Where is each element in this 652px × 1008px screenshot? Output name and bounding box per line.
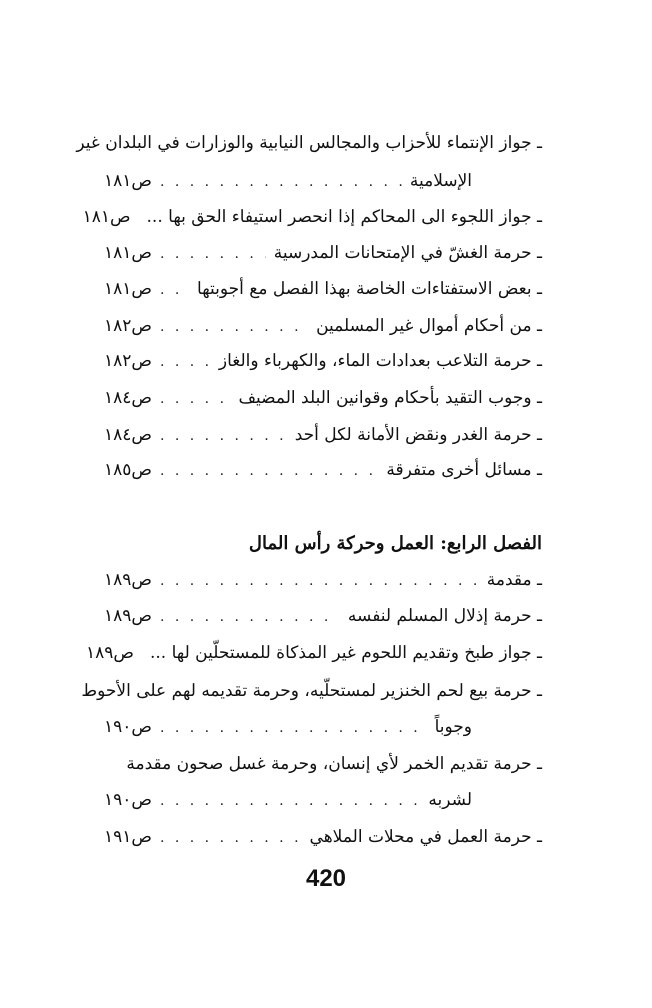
toc-page-ref: ص١٩٠ xyxy=(104,717,152,737)
toc-page-ref: ص١٨١ xyxy=(104,279,152,299)
leader-dots xyxy=(160,169,402,195)
toc-entry-text: وجوباً xyxy=(434,717,472,737)
toc-entry xyxy=(82,204,542,230)
toc-page-ref: ص١٨١ xyxy=(104,171,152,191)
toc-entry-text: ـ جواز طبخ وتقديم اللحوم غير المذكاة للمستحلّين لها ... xyxy=(149,643,542,663)
toc-entry-text: ـ مسائل أخرى متفرقة xyxy=(386,460,542,480)
leader-dots xyxy=(160,423,287,449)
toc-entry xyxy=(104,714,472,740)
toc-entry xyxy=(104,385,542,411)
toc-entry-text: ـ حرمة الغشّ في الإمتحانات المدرسية xyxy=(273,243,542,263)
toc-page-ref: ص١٨٢ xyxy=(104,316,152,336)
leader-dots xyxy=(160,825,302,851)
toc-entry-text: لشربه xyxy=(428,790,472,810)
toc-entry-text: ـ بعض الاستفتاءات الخاصة بهذا الفصل مع أجوبتها xyxy=(197,279,542,299)
toc-page-ref: ص١٩٠ xyxy=(104,790,152,810)
leader-dots xyxy=(160,715,427,741)
leader-dots xyxy=(160,241,266,267)
toc-entry-line xyxy=(76,130,542,156)
toc-page-ref: ص١٨١ xyxy=(82,207,131,227)
toc-entry-text: ـ حرمة تقديم الخمر لأي إنسان، وحرمة غسل صحون مقدمة xyxy=(126,754,542,774)
toc-entry xyxy=(104,422,542,448)
toc-entry-text: الإسلامية xyxy=(409,171,472,191)
toc-page-ref: ص١٨٤ xyxy=(104,388,152,408)
toc-page-ref: ص١٨٩ xyxy=(85,643,134,663)
toc-page-ref: ص١٨٩ xyxy=(104,606,152,626)
leader-dots xyxy=(160,314,308,340)
toc-entry-line xyxy=(81,678,542,704)
toc-entry-text: ـ حرمة الغدر ونقض الأمانة لكل أحد xyxy=(294,425,542,445)
toc-entry-text: ـ حرمة بيع لحم الخنزير لمستحلّيه، وحرمة تقديمه لهم على الأحوط xyxy=(81,681,542,701)
toc-entry-text: ـ حرمة إذلال المسلم لنفسه xyxy=(347,606,542,626)
toc-entry xyxy=(104,457,542,483)
toc-entry-text: ـ حرمة التلاعب بعدادات الماء، والكهرباء والغاز xyxy=(218,351,542,371)
page-number: 420 xyxy=(305,865,347,892)
toc-entry xyxy=(104,824,542,850)
toc-entry xyxy=(85,640,542,666)
toc-entry xyxy=(104,240,542,266)
leader-dots xyxy=(160,458,378,484)
toc-entry-line xyxy=(104,751,542,777)
toc-page-ref: ص١٨٤ xyxy=(104,425,152,445)
toc-entry xyxy=(104,276,542,302)
toc-page-ref: ص١٨٥ xyxy=(104,460,152,480)
leader-dots xyxy=(160,788,420,814)
toc-entry-text: ـ مقدمة xyxy=(486,570,542,590)
toc-entry xyxy=(104,567,542,593)
leader-dots xyxy=(160,604,340,630)
leader-dots xyxy=(160,568,479,594)
toc-entry-text: ـ حرمة العمل في محلات الملاهي xyxy=(309,827,542,847)
toc-entry xyxy=(104,348,542,374)
toc-page-ref: ص١٨١ xyxy=(104,243,152,263)
leader-dots xyxy=(160,277,189,303)
toc-entry-text: ـ جواز اللجوء الى المحاكم إذا انحصر استيفاء الحق بها ... xyxy=(146,207,542,227)
toc-entry-text: ـ وجوب التقيد بأحكام وقوانين البلد المضيف xyxy=(238,388,542,408)
toc-entry xyxy=(104,168,472,194)
leader-dots xyxy=(160,386,230,412)
toc-entry-text: ـ من أحكام أموال غير المسلمين xyxy=(316,316,542,336)
toc-page-ref: ص١٩١ xyxy=(104,827,152,847)
toc-entry-text: ـ جواز الإنتماء للأحزاب والمجالس النيابية والوزارات في البلدان غير xyxy=(76,133,542,153)
toc-page-ref: ص١٨٢ xyxy=(104,351,152,371)
leader-dots xyxy=(160,349,211,375)
toc-page-ref: ص١٨٩ xyxy=(104,570,152,590)
chapter-heading: الفصل الرابع: العمل وحركة رأس المال xyxy=(248,533,542,554)
toc-entry xyxy=(104,313,542,339)
toc-entry xyxy=(104,603,542,629)
toc-entry xyxy=(104,787,472,813)
